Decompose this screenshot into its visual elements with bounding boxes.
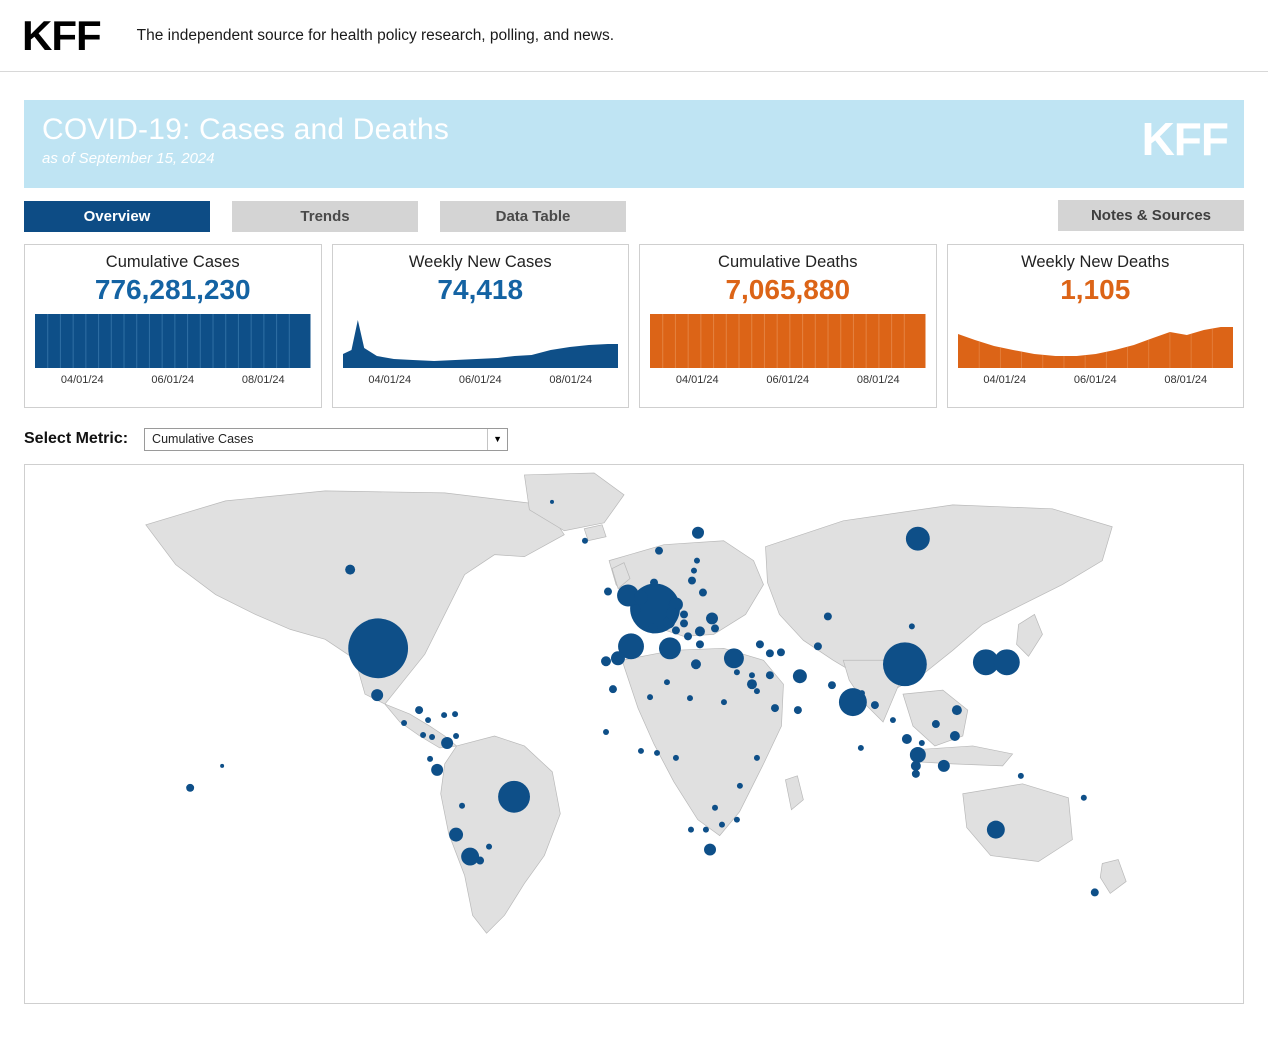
map-bubble[interactable] <box>777 648 785 656</box>
map-bubble[interactable] <box>828 681 836 689</box>
map-bubble[interactable] <box>794 706 802 714</box>
map-bubble[interactable] <box>1018 773 1024 779</box>
map-bubble[interactable] <box>486 844 492 850</box>
map-bubble[interactable] <box>371 689 383 701</box>
map-bubble[interactable] <box>688 827 694 833</box>
axis-tick: 04/01/24 <box>368 373 412 386</box>
metric-select-value: Cumulative Cases <box>152 432 254 446</box>
map-bubble[interactable] <box>950 731 960 741</box>
map-bubble[interactable] <box>696 640 704 648</box>
map-bubble[interactable] <box>604 588 612 596</box>
kpi-card-weekly-new-cases <box>332 244 630 408</box>
map-bubble[interactable] <box>1081 795 1087 801</box>
kpi-card-weekly-new-deaths <box>947 244 1245 408</box>
map-bubble[interactable] <box>734 669 740 675</box>
kpi-title: Weekly New Cases <box>408 253 552 271</box>
map-bubble[interactable] <box>911 761 921 771</box>
map-bubble[interactable] <box>695 626 705 636</box>
sparkline-weekly-new-deaths <box>958 314 1234 368</box>
map-bubble[interactable] <box>883 642 927 686</box>
map-bubble[interactable] <box>648 623 658 633</box>
map-bubble[interactable] <box>666 607 678 619</box>
map-bubble[interactable] <box>425 717 431 723</box>
metric-select[interactable] <box>144 428 508 451</box>
dashboard <box>0 72 1268 1004</box>
map-bubble[interactable] <box>680 619 688 627</box>
map-bubble[interactable] <box>952 705 962 715</box>
axis-tick: 06/01/24 <box>766 373 810 386</box>
tab-data-table[interactable]: Data Table <box>440 201 626 232</box>
kpi-axis <box>650 374 926 386</box>
map-bubble[interactable] <box>906 527 930 551</box>
map-bubble[interactable] <box>719 822 725 828</box>
map-bubble[interactable] <box>582 538 588 544</box>
kpi-value: 1,105 <box>1060 274 1131 305</box>
kpi-value: 7,065,880 <box>725 274 851 305</box>
kff-banner-logo: KFF <box>1141 113 1228 165</box>
kpi-title: Cumulative Deaths <box>718 253 858 271</box>
axis-tick: 06/01/24 <box>458 373 502 386</box>
map-bubble[interactable] <box>634 591 648 605</box>
world-map-panel[interactable] <box>24 464 1244 1004</box>
map-bubble[interactable] <box>1091 888 1099 896</box>
site-header <box>0 0 1268 72</box>
kpi-value: 74,418 <box>437 274 524 305</box>
map-bubble[interactable] <box>754 755 760 761</box>
chevron-down-icon[interactable]: ▼ <box>487 429 507 450</box>
map-bubble[interactable] <box>721 699 727 705</box>
axis-tick: 04/01/24 <box>60 373 104 386</box>
map-bubble[interactable] <box>703 827 709 833</box>
map-bubble[interactable] <box>603 729 609 735</box>
map-bubble[interactable] <box>712 805 718 811</box>
map-bubble[interactable] <box>498 781 530 813</box>
map-bubble[interactable] <box>724 648 744 668</box>
map-bubble[interactable] <box>452 711 458 717</box>
map-bubble[interactable] <box>441 712 447 718</box>
map-bubble[interactable] <box>696 528 704 536</box>
map-bubble[interactable] <box>687 695 693 701</box>
map-bubble[interactable] <box>910 747 926 763</box>
map-bubble[interactable] <box>858 745 864 751</box>
map-bubble[interactable] <box>449 828 463 842</box>
map-bubble[interactable] <box>453 733 459 739</box>
axis-tick: 08/01/24 <box>241 373 285 386</box>
map-bubble[interactable] <box>902 734 912 744</box>
map-bubble[interactable] <box>684 632 692 640</box>
map-bubble[interactable] <box>427 756 433 762</box>
map-bubble[interactable] <box>348 618 408 678</box>
kpi-axis <box>958 374 1234 386</box>
map-bubble[interactable] <box>631 604 641 614</box>
map-bubble[interactable] <box>706 612 718 624</box>
map-bubble[interactable] <box>647 694 653 700</box>
map-bubble[interactable] <box>699 589 707 597</box>
map-bubble[interactable] <box>654 750 660 756</box>
axis-tick: 04/01/24 <box>675 373 719 386</box>
map-bubble[interactable] <box>871 701 879 709</box>
map-bubble[interactable] <box>766 649 774 657</box>
map-bubble[interactable] <box>441 737 453 749</box>
map-bubble[interactable] <box>611 651 625 665</box>
map-bubble[interactable] <box>186 784 194 792</box>
notes-and-sources-button[interactable]: Notes & Sources <box>1058 200 1244 231</box>
map-bubble[interactable] <box>601 656 611 666</box>
map-bubble[interactable] <box>659 637 681 659</box>
map-bubble[interactable] <box>664 679 670 685</box>
map-bubble[interactable] <box>415 706 423 714</box>
page-title: COVID-19: Cases and Deaths <box>42 113 450 146</box>
map-bubble[interactable] <box>680 610 688 618</box>
kpi-row <box>24 244 1244 408</box>
axis-tick: 08/01/24 <box>856 373 900 386</box>
map-bubble[interactable] <box>859 690 865 696</box>
kpi-value: 776,281,230 <box>94 274 251 305</box>
axis-tick: 08/01/24 <box>1164 373 1208 386</box>
map-bubble[interactable] <box>932 720 940 728</box>
map-bubble[interactable] <box>824 612 832 620</box>
sparkline-weekly-new-cases <box>343 314 619 368</box>
map-bubble[interactable] <box>691 568 697 574</box>
map-landmasses <box>146 473 1126 933</box>
map-bubble[interactable] <box>429 734 435 740</box>
map-bubble[interactable] <box>912 770 920 778</box>
map-bubble[interactable] <box>987 821 1005 839</box>
tab-trends[interactable]: Trends <box>232 201 418 232</box>
map-bubble[interactable] <box>345 565 355 575</box>
map-bubble[interactable] <box>694 558 700 564</box>
kpi-axis <box>35 374 311 386</box>
kpi-card-cumulative-cases <box>24 244 322 408</box>
map-bubble[interactable] <box>737 783 743 789</box>
sparkline-cumulative-cases <box>35 314 311 368</box>
kpi-card-cumulative-deaths <box>639 244 937 408</box>
map-bubble[interactable] <box>650 579 658 587</box>
map-bubble[interactable] <box>691 659 701 669</box>
site-tagline: The independent source for health policy research, polling, and news. <box>136 26 615 44</box>
map-bubble[interactable] <box>420 732 426 738</box>
map-bubble[interactable] <box>459 803 465 809</box>
axis-tick: 08/01/24 <box>549 373 593 386</box>
map-bubble[interactable] <box>688 577 696 585</box>
map-bubble[interactable] <box>655 547 663 555</box>
map-bubble[interactable] <box>401 720 407 726</box>
map-bubble[interactable] <box>749 672 755 678</box>
tab-overview[interactable]: Overview <box>24 201 210 232</box>
map-bubble[interactable] <box>766 671 774 679</box>
tab-bar <box>24 200 1244 232</box>
kpi-title: Cumulative Cases <box>105 253 240 271</box>
map-bubble[interactable] <box>994 649 1020 675</box>
map-bubble[interactable] <box>919 740 925 746</box>
map-bubble[interactable] <box>673 755 679 761</box>
map-bubble[interactable] <box>431 764 443 776</box>
map-bubble[interactable] <box>771 704 779 712</box>
dashboard-banner <box>24 100 1244 188</box>
sparkline-cumulative-deaths <box>650 314 926 368</box>
map-bubble[interactable] <box>909 623 915 629</box>
kpi-axis <box>343 374 619 386</box>
page-subtitle: as of September 15, 2024 <box>42 150 215 167</box>
map-bubble[interactable] <box>220 764 224 768</box>
map-bubble[interactable] <box>734 817 740 823</box>
map-bubble[interactable] <box>638 748 644 754</box>
kpi-title: Weekly New Deaths <box>1021 253 1170 271</box>
metric-label: Select Metric: <box>24 430 129 447</box>
axis-tick: 06/01/24 <box>1073 373 1117 386</box>
world-map[interactable] <box>25 465 1243 1003</box>
axis-tick: 06/01/24 <box>151 373 195 386</box>
map-bubble[interactable] <box>938 760 950 772</box>
map-bubble[interactable] <box>550 500 554 504</box>
map-bubble[interactable] <box>461 848 479 866</box>
map-bubble[interactable] <box>476 857 484 865</box>
map-bubble[interactable] <box>711 624 719 632</box>
map-bubble[interactable] <box>793 669 807 683</box>
map-bubble[interactable] <box>672 626 680 634</box>
map-bubble[interactable] <box>890 717 896 723</box>
map-bubble[interactable] <box>754 688 760 694</box>
axis-tick: 04/01/24 <box>983 373 1027 386</box>
map-bubble[interactable] <box>814 642 822 650</box>
map-bubble[interactable] <box>704 844 716 856</box>
map-bubble[interactable] <box>756 640 764 648</box>
map-bubble[interactable] <box>609 685 617 693</box>
kff-logo: KFF <box>22 11 101 59</box>
metric-selector-row <box>24 426 1244 452</box>
map-bubble[interactable] <box>747 679 757 689</box>
